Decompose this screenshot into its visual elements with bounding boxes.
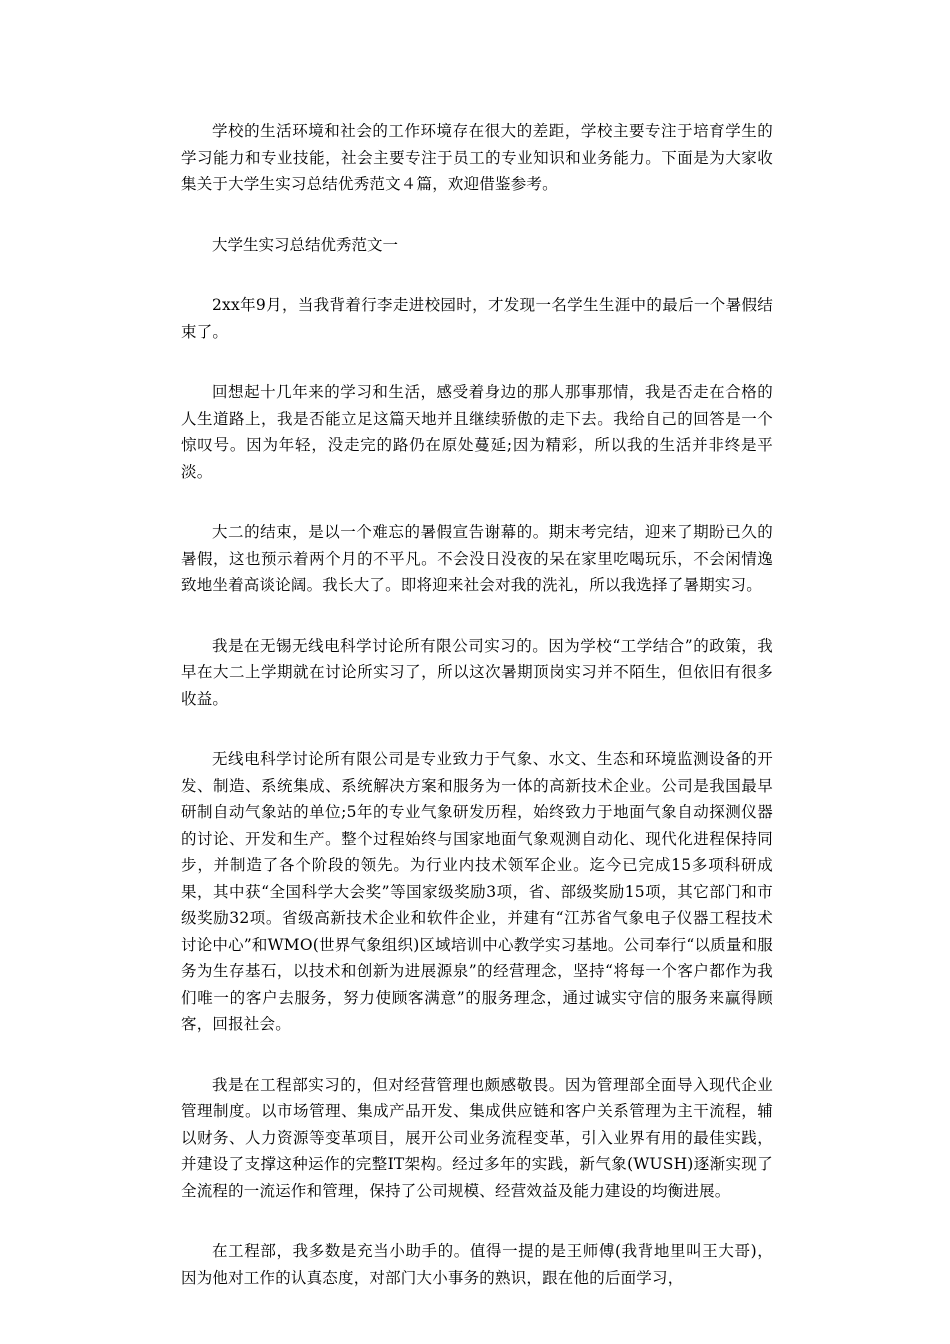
body-paragraph: 2xx年9月，当我背着行李走进校园时，才发现一名学生生涯中的最后一个暑假结束了。 xyxy=(181,296,773,341)
body-paragraph: 大二的结束，是以一个难忘的暑假宣告谢幕的。期末考完结，迎来了期盼已久的暑假，这也预示着两个月的不平凡。不会没日没夜的呆在家里吃喝玩乐，不会闲情逸致地坐着高谈论阔。我长大了。即将迎来社会对我的洗礼，所以我选择了暑期实习。 xyxy=(181,523,773,594)
body-paragraph: 回想起十几年来的学习和生活，感受着身边的那人那事那情，我是否走在合格的人生道路上，我是否能立足这篇天地并且继续骄傲的走下去。我给自己的回答是一个惊叹号。因为年轻，没走完的路仍在原处蔓延;因为精彩，所以我的生活并非终是平淡。 xyxy=(181,383,773,481)
section-title: 大学生实习总结优秀范文一 xyxy=(212,235,399,254)
body-paragraph: 在工程部，我多数是充当小助手的。值得一提的是王师傅(我背地里叫王大哥)，因为他对工作的认真态度，对部门大小事务的熟识，跟在他的后面学习， xyxy=(181,1242,773,1287)
body-paragraph: 我是在工程部实习的，但对经营管理也颇感敬畏。因为管理部全面导入现代企业管理制度。以市场管理、集成产品开发、集成供应链和客户关系管理为主干流程，辅以财务、人力资源等变革项目，展开公司业务流程变革，引入业界有用的最佳实践，并建设了支撑这种运作的完整IT架构。经过多年的实践，新气象(WUSH)逐渐实现了全流程的一流运作和管理，保持了公司规模、经营效益及能力建设的均衡进展。 xyxy=(181,1075,773,1200)
intro-paragraph: 学校的生活环境和社会的工作环境存在很大的差距，学校主要专注于培育学生的学习能力和专业技能，社会主要专注于员工的专业知识和业务能力。下面是为大家收集关于大学生实习总结优秀范文４篇，欢迎借鉴参考。 xyxy=(181,122,773,193)
body-paragraph: 无线电科学讨论所有限公司是专业致力于气象、水文、生态和环境监测设备的开发、制造、系统集成、系统解决方案和服务为一体的高新技术企业。公司是我国最早研制自动气象站的单位;5年的专业气象研发历程，始终致力于地面气象自动探测仪器的讨论、开发和生产。整个过程始终与国家地面气象观测自动化、现代化进程保持同步，并制造了各个阶段的领先。为行业内技术领军企业。迄今已完成15多项科研成果，其中获“全国科学大会奖”等国家级奖励3项，省、部级奖励15项，其它部门和市级奖励32项。省级高新技术企业和软件企业，并建有“江苏省气象电子仪器工程技术讨论中心”和WMO(世界气象组织)区域培训中心教学实习基地。公司奉行“以质量和服务为生存基石，以技术和创新为进展源泉”的经营理念，坚持“将每一个客户都作为我们唯一的客户去服务，努力使顾客满意”的服务理念，通过诚实守信的服务来赢得顾客，回报社会。 xyxy=(181,750,773,1033)
body-paragraph: 我是在无锡无线电科学讨论所有限公司实习的。因为学校“工学结合”的政策，我早在大二上学期就在讨论所实习了，所以这次暑期顶岗实习并不陌生，但依旧有很多收益。 xyxy=(181,636,773,708)
document-page xyxy=(181,118,773,1325)
